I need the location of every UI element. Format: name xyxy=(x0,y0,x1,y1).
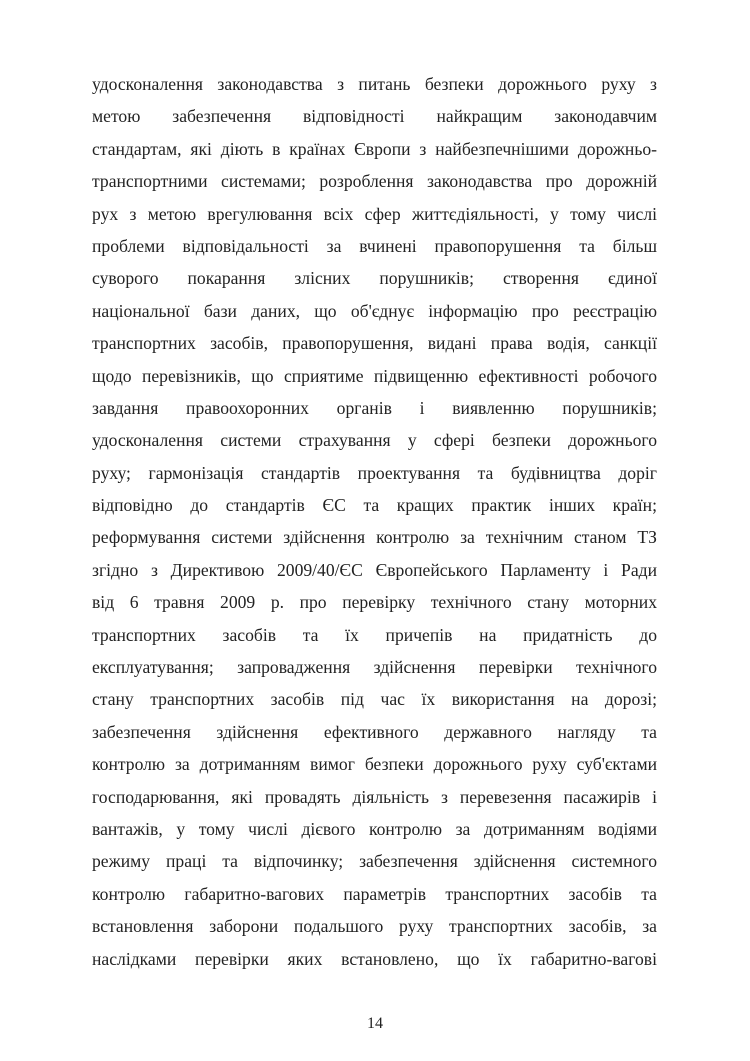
text-line: від 6 травня 2009 р. про перевірку технічного стану моторних xyxy=(92,592,657,613)
text-line: суворого покарання злісних порушників; створення єдиної xyxy=(92,268,657,289)
text-line: забезпечення здійснення ефективного державного нагляду та xyxy=(92,721,657,742)
text-line: стану транспортних засобів під час їх використання на дорозі; xyxy=(92,689,657,710)
text-line: метою забезпечення відповідності найкращим законодавчим xyxy=(92,106,657,127)
text-line: проблеми відповідальності за вчинені правопорушення та більш xyxy=(92,235,657,256)
text-line: контролю габаритно-вагових параметрів транспортних засобів та xyxy=(92,883,657,904)
text-line: згідно з Директивою 2009/40/ЄС Європейського Парламенту і Ради xyxy=(92,559,657,580)
text-line: наслідками перевірки яких встановлено, що їх габаритно-вагові xyxy=(92,948,657,969)
text-line: завдання правоохоронних органів і виявленню порушників; xyxy=(92,397,657,418)
body-paragraph xyxy=(92,68,657,975)
text-line: удосконалення законодавства з питань безпеки дорожнього руху з xyxy=(92,74,657,94)
text-line: рух з метою врегулювання всіх сфер життєдіяльності, у тому числі xyxy=(92,203,657,224)
text-line: контролю за дотриманням вимог безпеки дорожнього руху суб'єктами xyxy=(92,754,657,775)
text-line: транспортних засобів, правопорушення, видані права водія, санкції xyxy=(92,333,657,354)
text-line: режиму праці та відпочинку; забезпечення здійснення системного xyxy=(92,851,657,872)
text-line: транспортних засобів та їх причепів на придатність до xyxy=(92,624,657,645)
text-line: руху; гармонізація стандартів проектування та будівництва доріг xyxy=(92,462,657,483)
text-line: господарювання, які провадять діяльність з перевезення пасажирів і xyxy=(92,786,657,807)
text-line: відповідно до стандартів ЄС та кращих практик інших країн; xyxy=(92,495,657,516)
text-line: щодо перевізників, що сприятиме підвищенню ефективності робочого xyxy=(92,365,657,386)
text-line: вантажів, у тому числі дієвого контролю за дотриманням водіями xyxy=(92,818,657,839)
text-line: стандартам, які діють в країнах Європи з найбезпечнішими дорожньо- xyxy=(92,138,657,159)
page-number: 14 xyxy=(367,1015,383,1032)
text-line: експлуатування; запровадження здійснення перевірки технічного xyxy=(92,657,657,678)
text-line: реформування системи здійснення контролю за технічним станом ТЗ xyxy=(92,527,657,548)
text-line: встановлення заборони подальшого руху транспортних засобів, за xyxy=(92,916,657,937)
text-line: національної бази даних, що об'єднує інформацію про реєстрацію xyxy=(92,300,657,321)
text-line: удосконалення системи страхування у сфері безпеки дорожнього xyxy=(92,430,657,451)
text-line: транспортними системами; розроблення законодавства про дорожній xyxy=(92,171,657,192)
